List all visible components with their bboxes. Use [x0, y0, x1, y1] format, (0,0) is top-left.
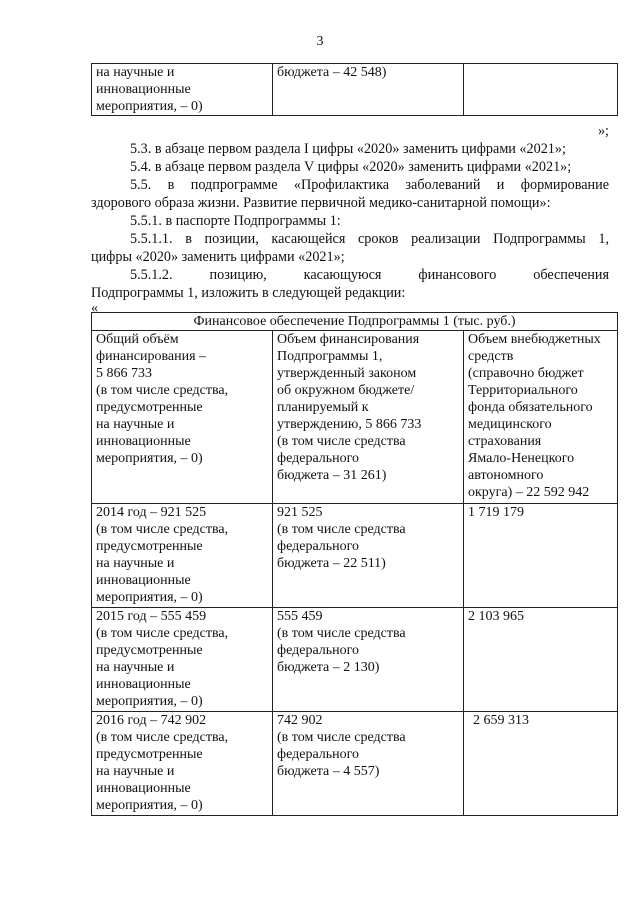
page-number: 3: [316, 34, 324, 49]
table-cell: 555 459 (в том числе средства федерального бюджета – 2 130): [273, 608, 464, 712]
table-cell: 2015 год – 555 459 (в том числе средства, предусмотренные на научные и инновационные мероприятия, – 0): [92, 608, 273, 712]
paragraph-5-5: 5.5. в подпрограмме «Профилактика заболеваний и формирование: [130, 177, 609, 193]
table-cell: [464, 64, 618, 116]
table-cell: 2014 год – 921 525 (в том числе средства, предусмотренные на научные и инновационные мероприятия, – 0): [92, 504, 273, 608]
table-cell: 2 659 313: [464, 712, 618, 816]
closing-quote: »;: [597, 123, 609, 139]
table-cell: 742 902 (в том числе средства федерального бюджета – 4 557): [273, 712, 464, 816]
header-cell: Объем внебюджетных средств (справочно бюджет Территориального фонда обязательного медицинского страхования Ямало-Ненецкого автономного округа) – 22 592 942: [464, 331, 618, 504]
table-cell: 921 525 (в том числе средства федерального бюджета – 22 511): [273, 504, 464, 608]
table-cell: 2 103 965: [464, 608, 618, 712]
header-cell: Объем финансирования Подпрограммы 1, утвержденный законом об окружном бюджете/ планируемый к утверждению, 5 866 733 (в том числе средства федерального бюджета – 31 261): [273, 331, 464, 504]
paragraph-5-5-1-2: 5.5.1.2. позицию, касающуюся финансового обеспечения: [130, 267, 609, 283]
paragraph-5-5-1-1-cont: цифры «2020» заменить цифрами «2021»;: [91, 249, 345, 265]
table-row: [92, 712, 618, 816]
header-cell: Общий объём финансирования – 5 866 733 (в том числе средства, предусмотренные на научные и инновационные мероприятия, – 0): [92, 331, 273, 504]
continued-table: [91, 63, 618, 116]
paragraph-5-5-1: 5.5.1. в паспорте Подпрограммы 1:: [130, 213, 341, 229]
table-cell: 1 719 179: [464, 504, 618, 608]
financing-table: [91, 312, 618, 816]
table-row: [92, 608, 618, 712]
opening-quote: «: [91, 300, 99, 316]
table-cell: 2016 год – 742 902 (в том числе средства, предусмотренные на научные и инновационные мероприятия, – 0): [92, 712, 273, 816]
paragraph-5-5-1-1: 5.5.1.1. в позиции, касающейся сроков реализации Подпрограммы 1,: [130, 231, 609, 247]
paragraph-5-4: 5.4. в абзаце первом раздела V цифры «2020» заменить цифрами «2021»;: [130, 159, 572, 175]
paragraph-5-5-1-2-cont: Подпрограммы 1, изложить в следующей редакции:: [91, 285, 406, 301]
table-cell: бюджета – 42 548): [273, 64, 464, 116]
table-cell: на научные и инновационные мероприятия, – 0): [92, 64, 273, 116]
table-row: [92, 504, 618, 608]
paragraph-5-3: 5.3. в абзаце первом раздела I цифры «2020» заменить цифрами «2021»;: [130, 141, 566, 157]
table-title: Финансовое обеспечение Подпрограммы 1 (тыс. руб.): [92, 313, 618, 331]
paragraph-5-5-cont: здорового образа жизни. Развитие первичной медико-санитарной помощи»:: [91, 195, 551, 211]
